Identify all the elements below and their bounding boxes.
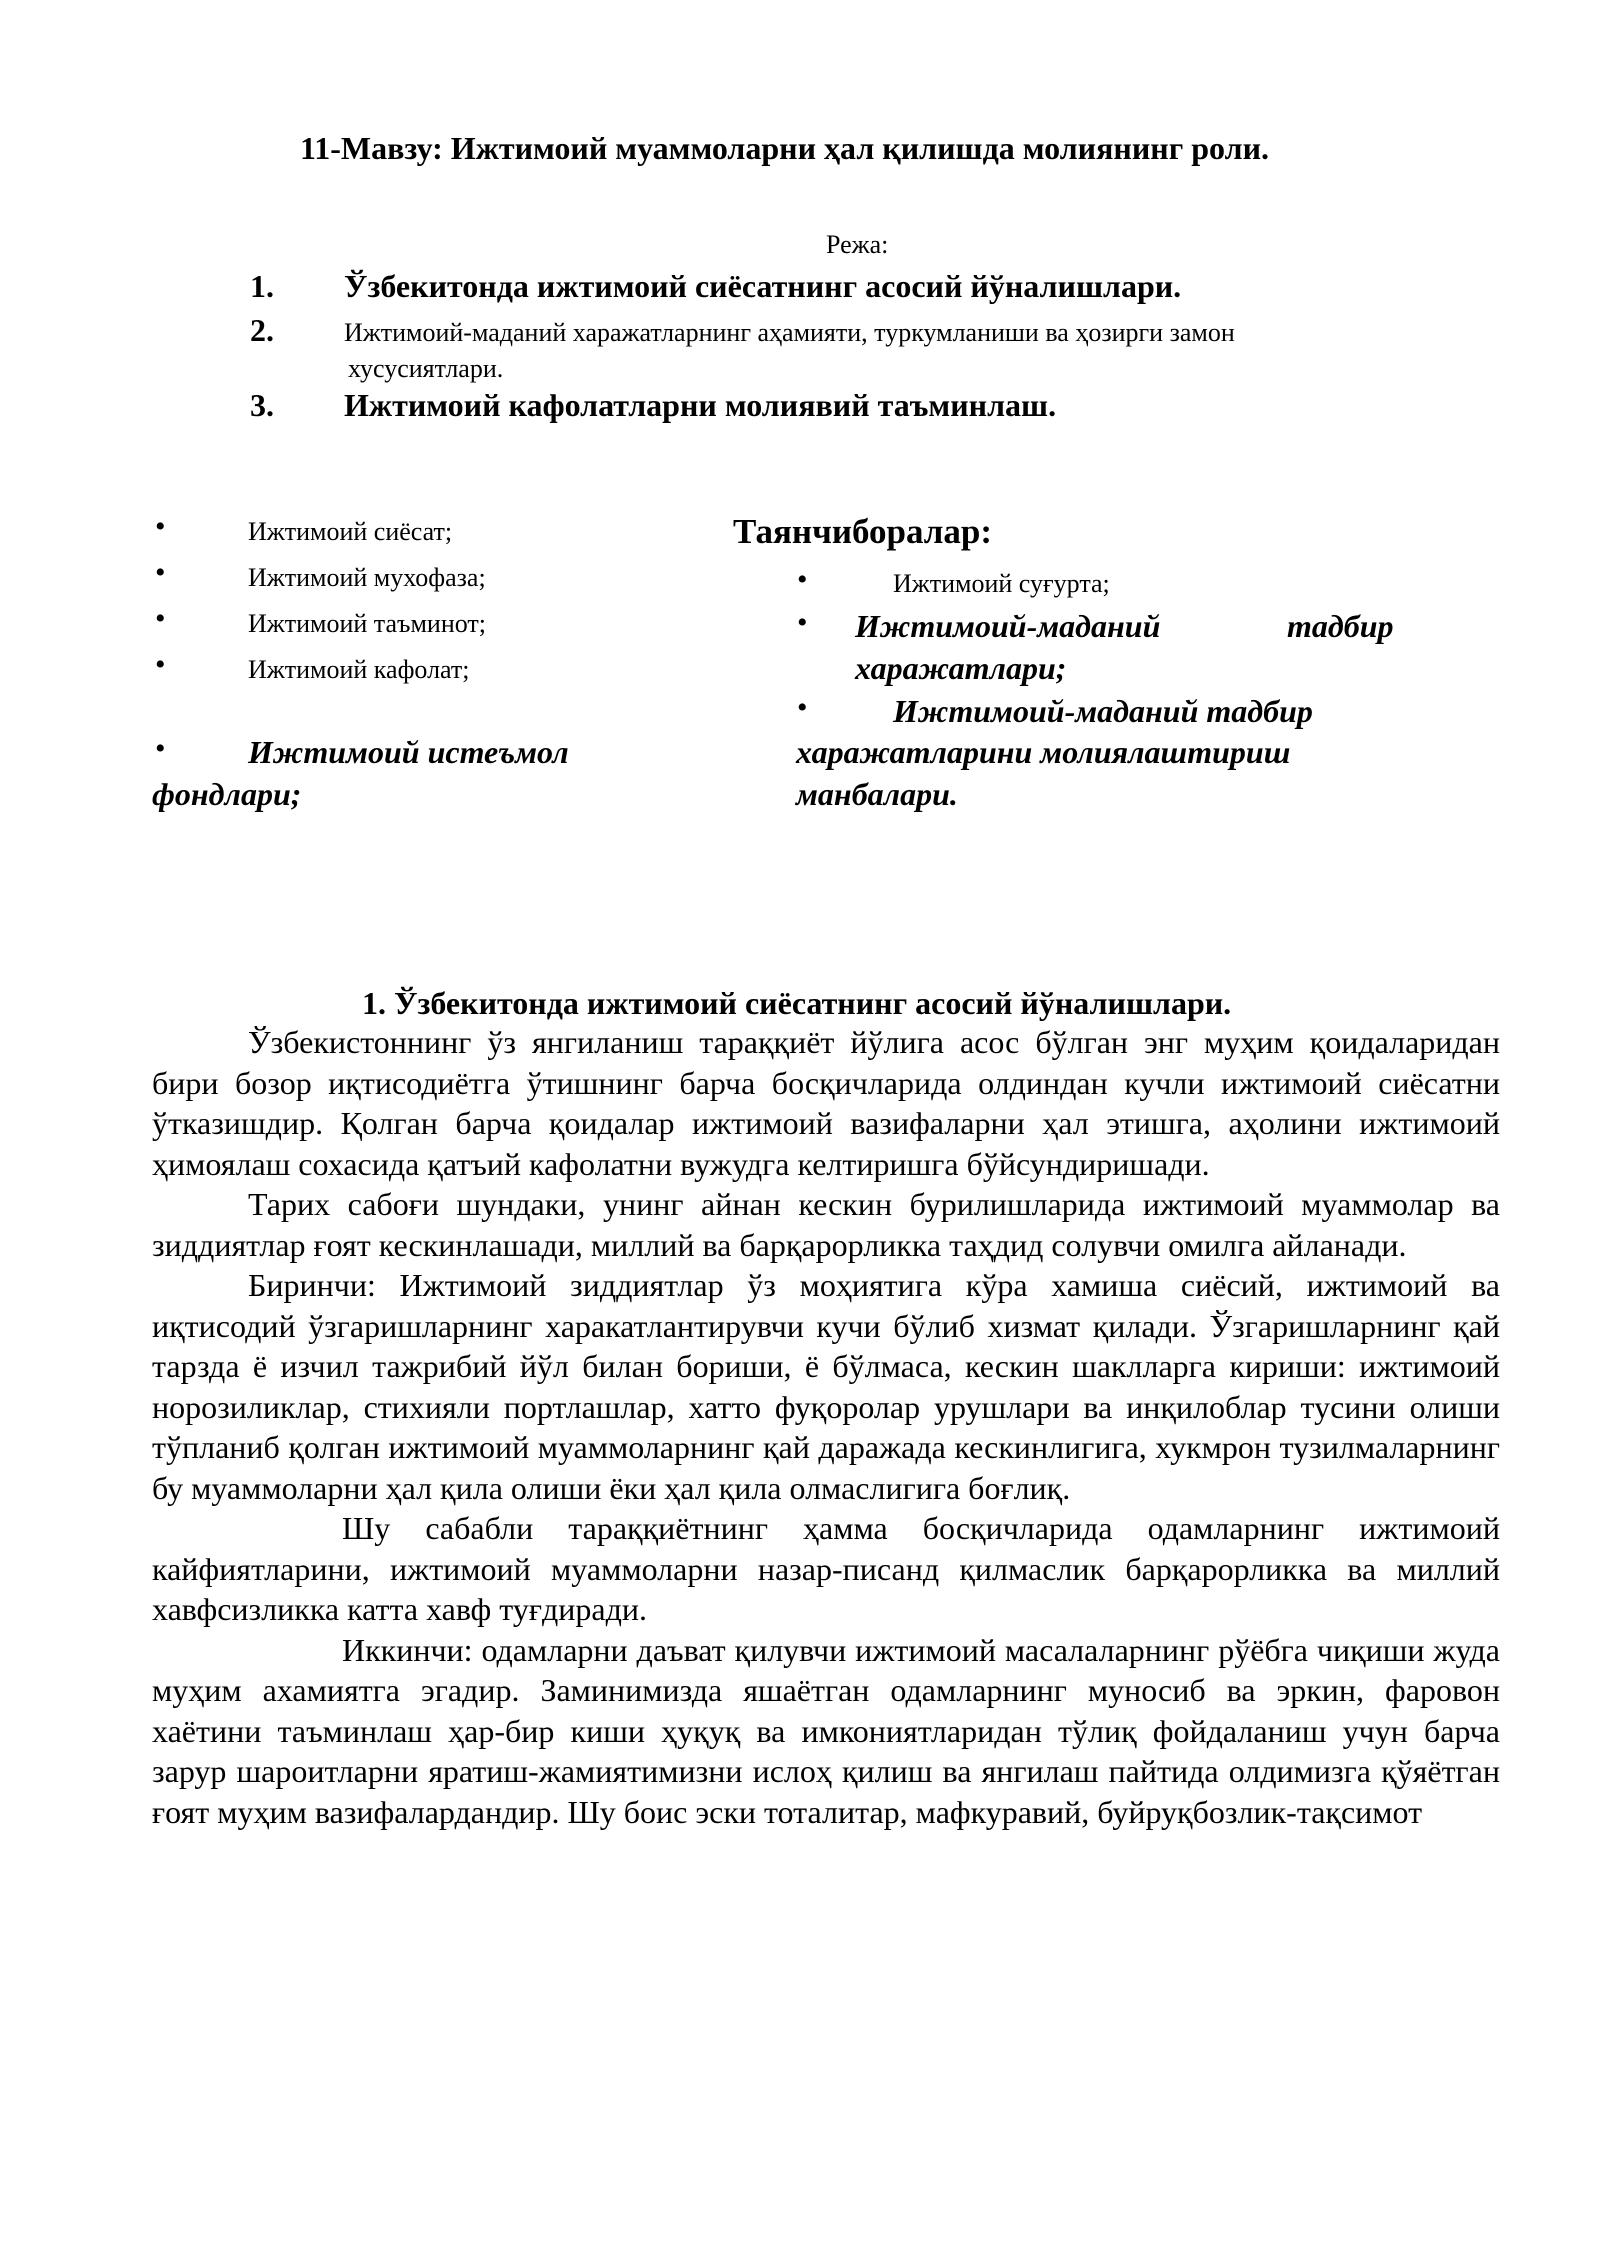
keyword-right-1: Ижтимоий суғурта; [893,569,1110,598]
paragraph: Биринчи: Ижтимоий зиддиятлар ўз моҳиятига кўра хамиша сиёсий, ижтимоий ва иқтисодий ўзгаришларнинг харакатлантирувчи кучи бўлиб хизмат қилади. Ўзгаришларнинг қай тарзда ё изчил тажрибий йўл билан бориши, ё бўлмаса, кескин шаклларга кириши: ижтимоий норозиликлар, стихияли портлашлар, хатто фуқоролар урушлари ва инқилоблар тусини олиши тўпланиб қолган ижтимоий муаммоларнинг қай даражада кескинлигига, хукмрон тузилмаларнинг бу муаммоларни ҳал қила олиши ёки ҳал қила олмаслигига боғлиқ. [152,1267,1500,1506]
bullet-icon: • [155,732,166,765]
keyword-right-3-line1: Ижтимоий-маданий тадбир [893,693,1313,729]
keyword-left-3: Ижтимоий таъминот; [248,609,486,638]
paragraph: Тарих сабоғи шундаки, унинг айнан кескин бурилишларида ижтимоий муаммолар ва зиддиятлар ғоят кескинлашади, миллий ва барқарорликка таҳдид солувчи омилга айланади. [152,1186,1500,1263]
plan-item-3-number: 3. [250,387,274,423]
paragraph: Ўзбекистоннинг ўз янгиланиш тараққиёт йўлига асос бўлган энг муҳим қоидаларидан бири бозор иқтисодиётга ўтишнинг барча босқичларида олдиндан кучли ижтимоий сиёсатни ўтказишдир. Қолган барча қоидалар ижтимоий вазифаларни ҳал этишга, аҳолини ижтимоий ҳимоялаш сохасида қатъий кафолатни вужудга келтиришга бўйсундиришади. [152,1024,1500,1182]
keyword-left-5-line2: фондлари; [152,776,302,812]
keyword-left-1: Ижтимоий сиёсат; [248,517,453,546]
plan-item-3-text: Ижтимоий кафолатларни молиявий таъминлаш. [344,387,1057,423]
plan-label: Режа: [826,230,889,259]
bullet-icon: • [797,691,808,724]
section-title: 1. Ўзбекитонда ижтимоий сиёсатнинг асосий йўналишлари. [362,985,1232,1021]
keyword-right-3-line2: харажатларини молиялаштириш [796,734,1291,770]
bullet-icon: • [155,648,166,681]
keyword-left-4: Ижтимоий кафолат; [248,655,470,684]
paragraph: Шу сабабли тараққиётнинг ҳамма босқичларида одамларнинг ижтимоий кайфиятларини, ижтимоий муаммоларни назар-писанд қилмаслик барқарорликка ва миллий хавфсизликка катта хавф туғдиради. [152,1510,1500,1627]
plan-item-2-number: 2. [250,312,274,348]
plan-item-2-text-continued: хусусиятлари. [348,354,504,383]
keyword-right-2-line1b: тадбир [1287,608,1394,644]
paragraph: Иккинчи: одамларни даъват қилувчи ижтимоий масалаларнинг рўёбга чиқиши жуда муҳим ахамиятга эгадир. Заминимизда яшаётган одамларнинг муносиб ва эркин, фаровон хаётини таъминлаш ҳар-бир киши ҳуқуқ ва имкониятларидан тўлиқ фойдаланиш учун барча зарур шароитларни яратиш-жамиятимизни ислоҳ қилиш ва янгилаш пайтида олдимизга қўяётган ғоят муҳим вазифалардандир. Шу боис эски тоталитар, мафкуравий, буйруқбозлик-тақсимот [152,1631,1500,1830]
plan-item-1-text: Ўзбекитонда ижтимоий сиёсатнинг асосий йўналишлари. [344,268,1182,304]
keyword-right-2-line1a: Ижтимоий-маданий [855,608,1161,644]
bullet-icon: • [155,556,166,589]
bullet-icon: • [797,606,808,639]
section-body [152,1022,1500,1832]
keywords-title: Таянчиборалар: [733,512,993,551]
keyword-left-2: Ижтимоий мухофаза; [248,563,486,592]
bullet-icon: • [797,563,808,596]
keyword-right-2-line2: харажатлари; [855,650,1067,686]
plan-item-1-number: 1. [250,268,274,304]
bullet-icon: • [155,510,166,543]
document-title: 11-Мавзу: Ижтимоий муаммоларни ҳал қилишда молиянинг роли. [300,130,1270,166]
bullet-icon: • [155,602,166,635]
plan-item-2-text: Ижтимоий-маданий харажатларнинг аҳамияти, туркумланиши ва ҳозирги замон [344,318,1235,347]
keyword-left-5-line1: Ижтимоий истеъмол [248,734,569,770]
keyword-right-3-line3: манбалари. [796,776,958,812]
